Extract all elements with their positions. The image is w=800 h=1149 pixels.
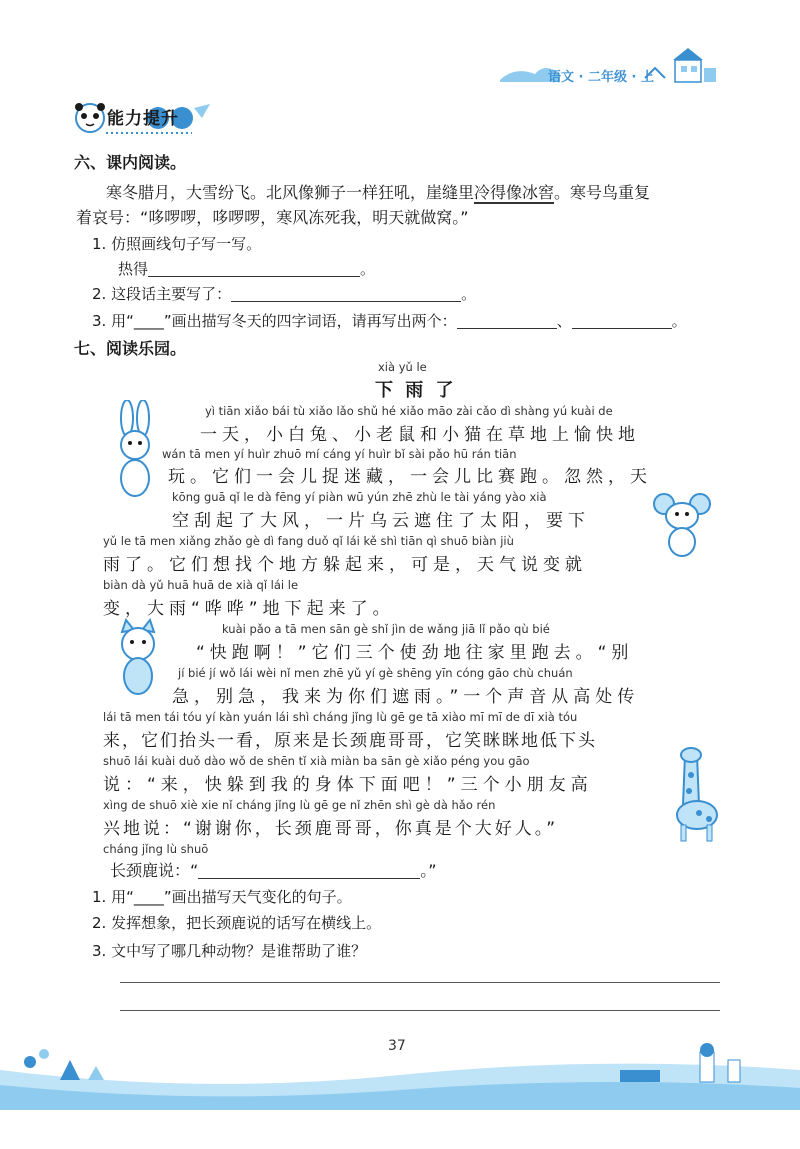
story-pinyin: xìng de shuō xiè xie nǐ cháng jǐng lù gē ge nǐ zhēn shì gè dà hǎo rén	[103, 798, 496, 812]
story-title-pinyin: xià yǔ le	[378, 360, 427, 374]
story-line: 空刮起了大风，一片乌云遮住了太阳，要下	[172, 511, 590, 531]
page-number: 37	[388, 1038, 406, 1054]
story-pinyin: biàn dà yǔ huā huā de xià qǐ lái le	[103, 578, 299, 592]
answer-blank-1[interactable]	[148, 260, 360, 277]
story-line: “快跑啊！”它们三个使劲地往家里跑去。“别	[196, 643, 634, 663]
header-subject: 语文 · 二年级 · 上	[548, 70, 654, 85]
answer-line[interactable]	[120, 982, 720, 983]
section-6-title: 六、课内阅读。	[74, 153, 187, 172]
story-pinyin: lái tā men tái tóu yí kàn yuán lái shì cháng jǐng lù gē ge tā xiào mī mī de dī xià tóu	[103, 710, 578, 724]
story-line: 来，它们抬头一看，原来是长颈鹿哥哥，它笑眯眯地低下头	[103, 731, 597, 751]
story-pinyin: kuài pǎo a tā men sān gè shǐ jìn de wǎng jiā lǐ pǎo qù bié	[222, 622, 550, 636]
story-line: 变，大雨“哗哗”地下起来了。	[103, 599, 395, 619]
giraffe-words-blank[interactable]	[198, 862, 420, 879]
sec7-question-3: 3. 文中写了哪几种动物？是谁帮助了谁？	[92, 942, 367, 960]
story-line: 兴地说：“谢谢你，长颈鹿哥哥，你真是个大好人。”	[103, 819, 559, 839]
sec6-question-3: 3. 用“____”画出描写冬天的四字词语，请再写出两个： 、 。	[92, 312, 687, 330]
answer-line[interactable]	[120, 1010, 720, 1011]
sec6-paragraph-line2: 着哀号：“哆啰啰，哆啰啰，寒风冻死我，明天就做窝。”	[76, 208, 469, 227]
story-line: 玩。它们一会儿捉迷藏，一会儿比赛跑。忽然，天	[168, 467, 652, 487]
giraffe-icon	[665, 745, 725, 845]
giraffe-says-line: 长颈鹿说：“ 。”	[110, 861, 437, 880]
story-line: 雨了。它们想找个地方躲起来，可是，天气说变就	[103, 555, 587, 575]
story-pinyin: jí bié jí wǒ lái wèi nǐ men zhē yǔ yí gè shēng yīn cóng gāo chù chuán	[178, 666, 573, 680]
story-line: 急，别急，我来为你们遮雨。”一个声音从高处传	[172, 687, 640, 707]
sec7-question-1: 1. 用“____”画出描写天气变化的句子。	[92, 888, 352, 906]
answer-blank-2[interactable]	[231, 285, 461, 302]
answer-blank-3b[interactable]	[572, 312, 672, 329]
mouse-icon	[652, 488, 712, 558]
story-pinyin: wán tā men yí huìr zhuō mí cáng yí huìr bǐ sài pǎo hū rán tiān	[162, 447, 517, 461]
underlined-phrase: 冷得像冰窖	[474, 183, 555, 202]
story-pinyin: cháng jǐng lù shuō	[103, 842, 209, 856]
rabbit-icon	[105, 400, 165, 500]
section-logo-text: 能力提升	[107, 109, 179, 129]
story-line: 说：“来，快躲到我的身体下面吧！”三个小朋友高	[103, 775, 593, 795]
story-pinyin: kōng guā qǐ le dà fēng yí piàn wū yún zhē zhù le tài yáng yào xià	[172, 490, 547, 504]
sec7-question-2: 2. 发挥想象，把长颈鹿说的话写在横线上。	[92, 914, 382, 932]
story-pinyin: yì tiān xiǎo bái tù xiǎo lǎo shǔ hé xiǎo māo zài cǎo dì shàng yú kuài de	[205, 404, 613, 418]
sec6-question-2: 2. 这段话主要写了： 。	[92, 285, 477, 303]
section-7-title: 七、阅读乐园。	[74, 339, 187, 358]
story-line: 一天，小白兔、小老鼠和小猫在草地上愉快地	[200, 425, 640, 445]
cat-icon	[110, 618, 166, 698]
story-pinyin: shuō lái kuài duǒ dào wǒ de shēn tǐ xià miàn ba sān gè xiǎo péng you gāo	[103, 754, 530, 768]
sec6-question-1: 1. 仿照画线句子写一写。	[92, 235, 262, 253]
sec6-answer-1: 热得 。	[118, 260, 376, 278]
story-pinyin: yǔ le tā men xiǎng zhǎo gè dì fang duǒ qǐ lái kě shì tiān qì shuō biàn jiù	[103, 534, 514, 548]
sec6-paragraph-line1: 寒冬腊月，大雪纷飞。北风像狮子一样狂吼，崖缝里冷得像冰窖。寒号鸟重复	[106, 183, 651, 202]
answer-blank-3a[interactable]	[457, 312, 557, 329]
story-title: 下 雨 了	[375, 380, 457, 401]
